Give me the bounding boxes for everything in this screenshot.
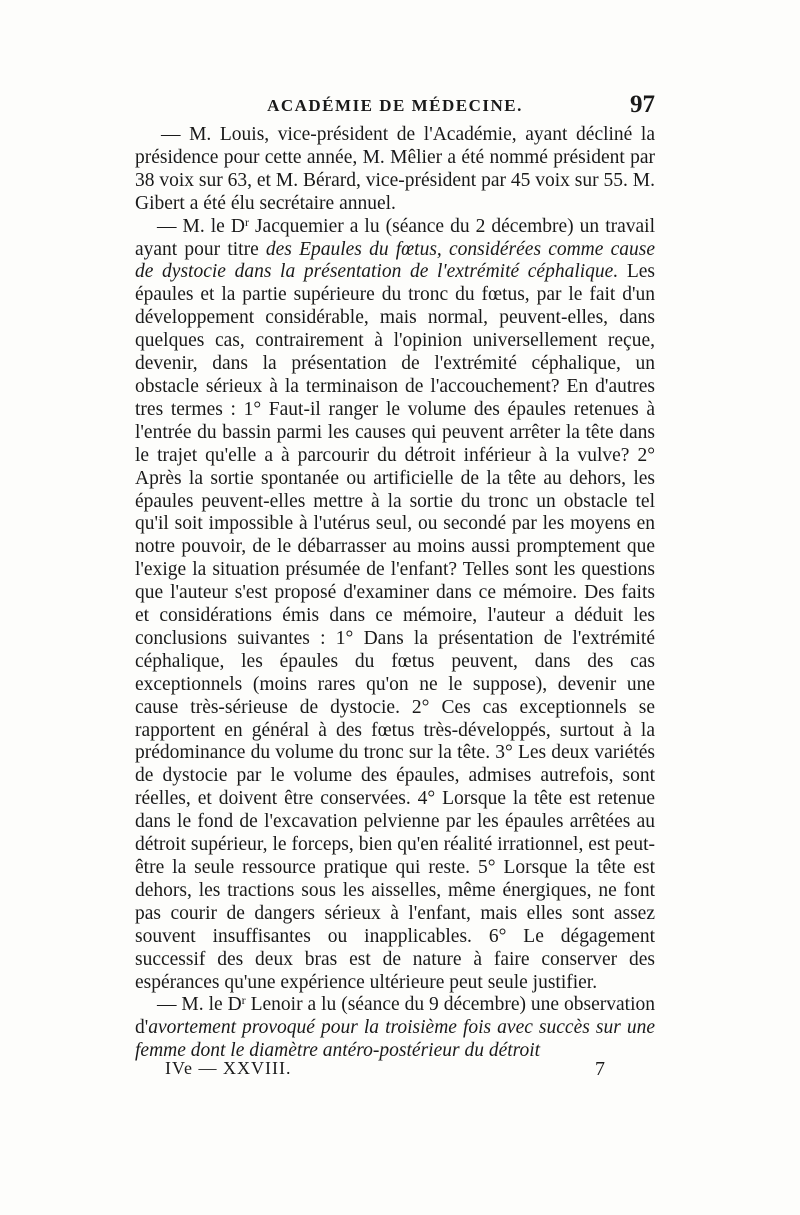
page-footer	[165, 1058, 605, 1088]
work-title-italic: des Epaules du fœtus, considérées comme cause de dystocie dans la présentation de l'extrémité céphalique.	[135, 238, 655, 283]
paragraph-jacquemier-lead: Jacquemier a lu (séance du 2 décembre) un travail ayant pour titre	[135, 215, 655, 260]
paragraph-jacquemier-intro: — M. le D	[157, 215, 245, 237]
paragraph-jacquemier	[135, 216, 655, 995]
paragraph-lenoir	[135, 994, 655, 1063]
body-text	[135, 124, 655, 1063]
paragraph-lenoir-intro: — M. le D	[157, 994, 242, 1016]
page-number: 97	[630, 91, 655, 118]
paragraph-lenoir-lead: Lenoir a lu (séance du 9 décembre) une observation d'	[135, 994, 655, 1039]
paragraph-election: — M. Louis, vice-président de l'Académie, ayant décliné la présidence pour cette année, M. Mêlier a été nommé président par 38 voix sur 63, et M. Bérard, vice-président par 45 voix sur 55. M. Gibert a été élu secrétaire annuel.	[135, 124, 655, 214]
sheet-number: 7	[595, 1058, 605, 1080]
doctor-abbrev-superscript: r	[244, 214, 249, 229]
paragraph-jacquemier-body: Les épaules et la partie supérieure du tronc du fœtus, par le fait d'un développement considérable, mais normal, peuvent-elles, dans quelques cas, contrairement à l'opinion universellement reçue, devenir, dans la présentation de l'extrémité céphalique, un obstacle sérieux à la terminaison de l'accouchement? En d'autres tres termes : 1° Faut-il ranger le volume des épaules retenues à l'entrée du bassin parmi les causes qui peuvent arrêter la tête dans le trajet qu'elle a à parcourir du détroit inférieur à la vulve? 2° Après la sortie spontanée ou artificielle de la tête au dehors, les épaules peuvent-elles mettre à la sortie du tronc un obstacle tel qu'il soit impossible à l'utérus seul, ou secondé par les moyens en notre pouvoir, de le débarrasser au moins aussi promptement que l'exige la situation présumée de l'enfant? Telles sont les questions que l'auteur s'est proposé d'examiner dans ce mémoire. Des faits et considérations émis dans ce mémoire, l'auteur a déduit les conclusions suivantes : 1° Dans la présentation de l'extrémité céphalique, les épaules du fœtus peuvent, dans des cas exceptionnels (moins rares qu'on ne le suppose), devenir une cause très-sérieuse de dystocie. 2° Ces cas exceptionnels se rapportent en général à des fœtus très-développés, surtout à la prédominance du volume du tronc sur la tête. 3° Les deux variétés de dystocie par le volume des épaules, admises autrefois, sont réelles, et doivent être conservées. 4° Lorsque la tête est retenue dans le fond de l'excavation pelvienne par les épaules arrêtées au détroit supérieur, le forceps, bien qu'en réalité irrationnel, est peut-être la seule ressource pratique qui reste. 5° Lorsque la tête est dehors, les tractions sous les aisselles, même énergiques, ne font pas courir de dangers sérieux à l'enfant, mais elles sont assez souvent insuffisantes ou inapplicables. 6° Le dégagement successif des deux bras est de nature à faire conserver des espérances qu'une expérience ultérieure peut seule justifier.	[135, 261, 655, 993]
doctor-abbrev-superscript: r	[241, 993, 246, 1008]
signature-mark: IVe — XXVIII.	[165, 1058, 292, 1078]
page-header	[135, 91, 655, 126]
running-title: ACADÉMIE DE MÉDECINE.	[267, 96, 523, 115]
observation-title-italic: avortement provoqué pour la troisième fois avec succès sur une femme dont le diamètre antéro-postérieur du détroit	[135, 1017, 655, 1062]
